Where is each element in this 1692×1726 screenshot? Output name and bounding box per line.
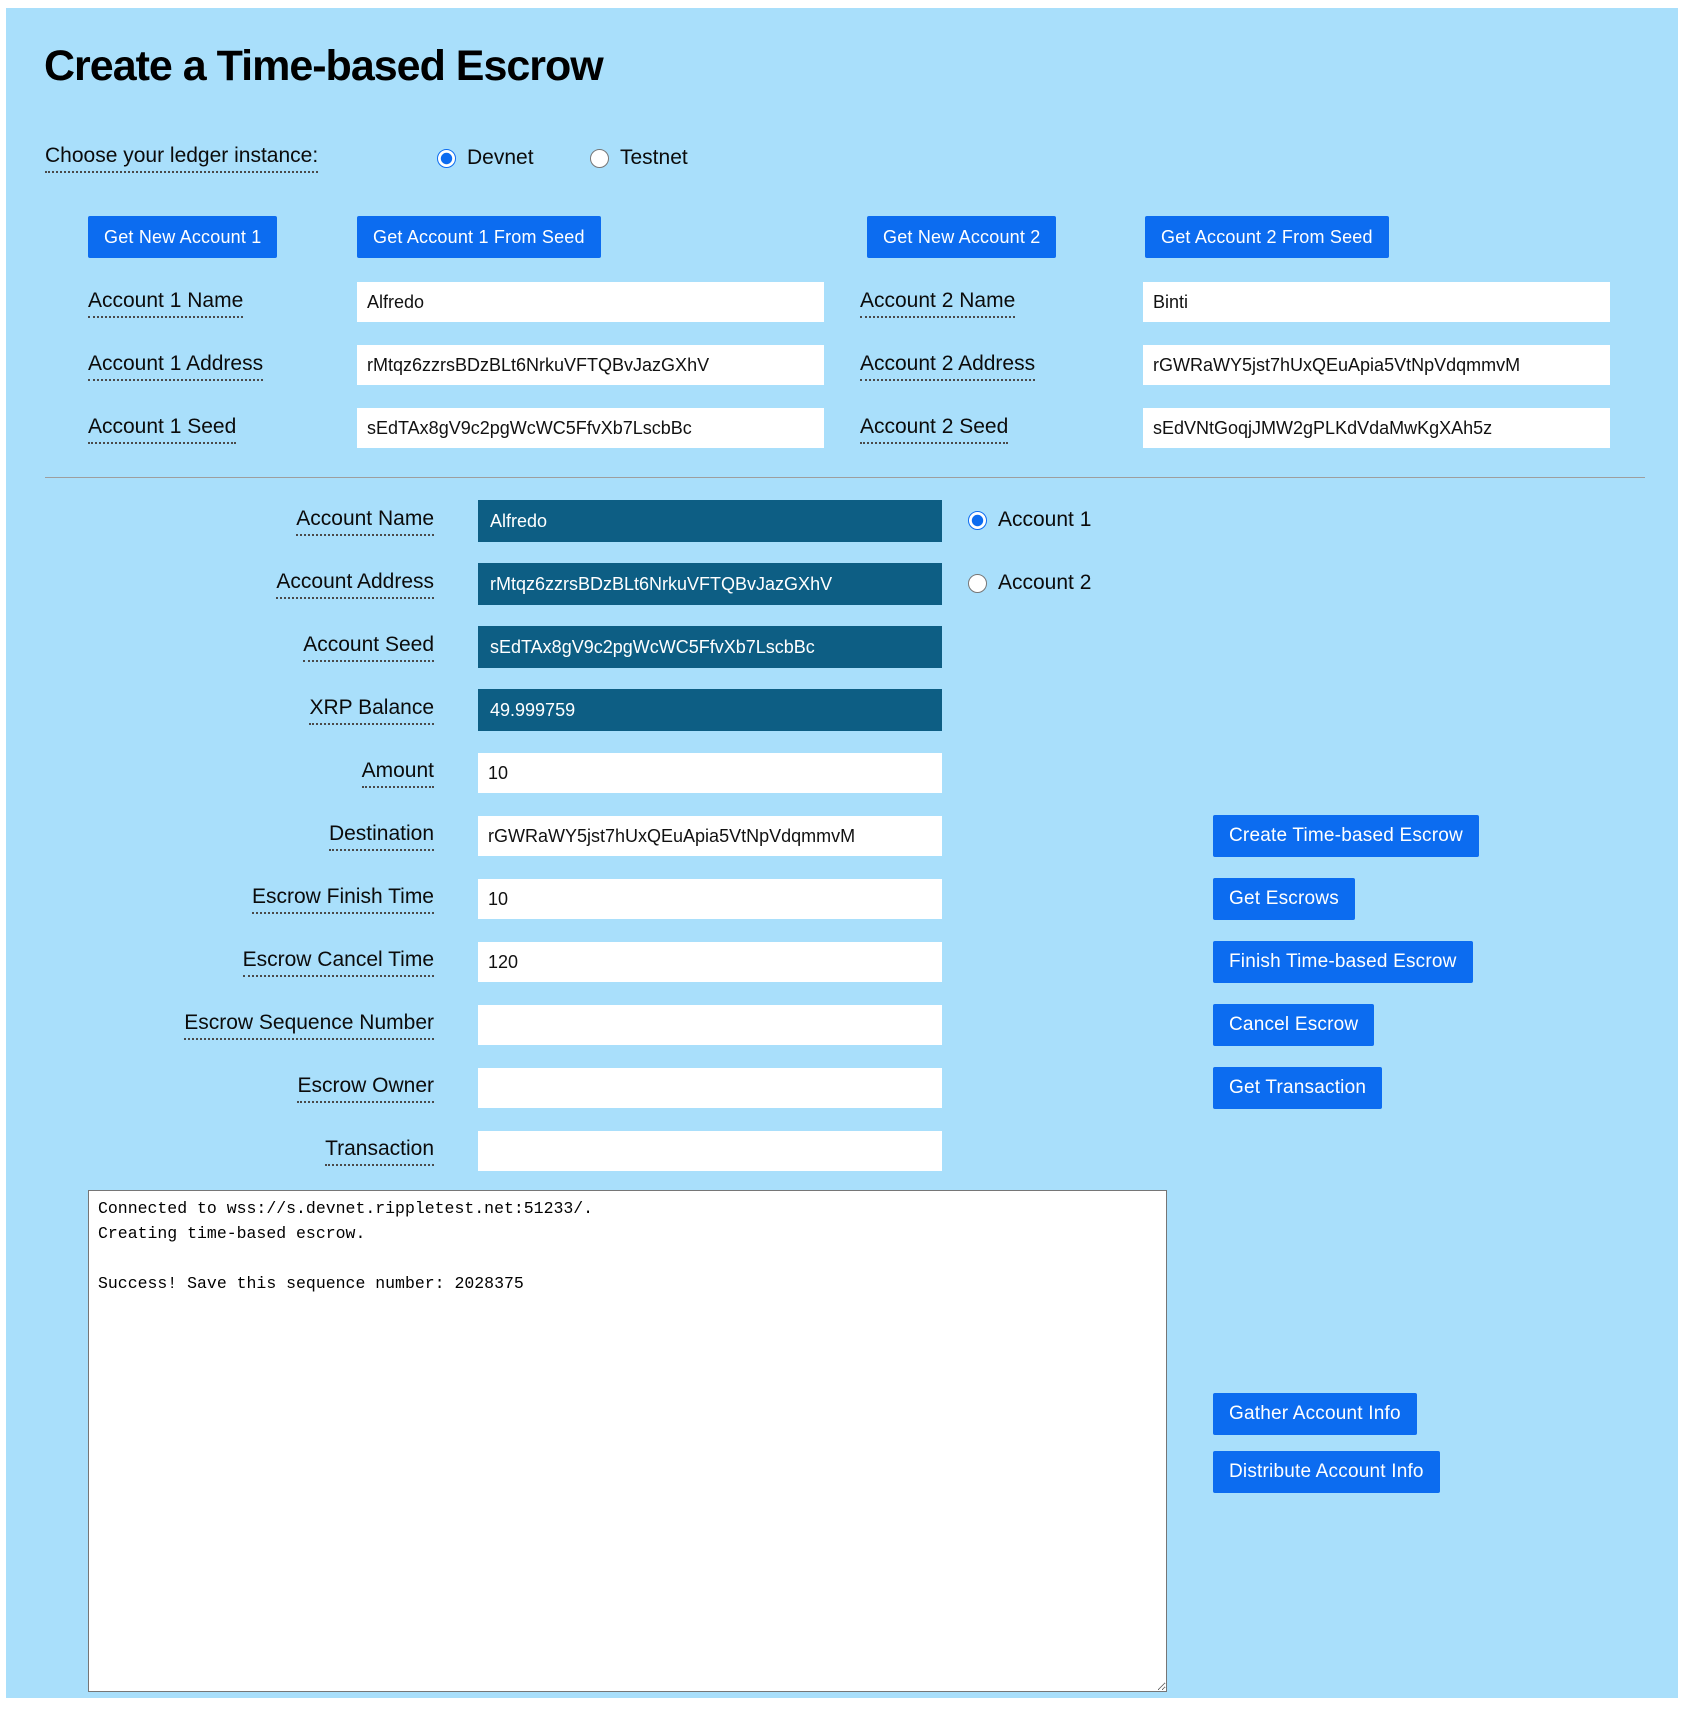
account-2-radio-group[interactable] xyxy=(968,571,1091,595)
page-title: Create a Time-based Escrow xyxy=(44,42,603,90)
escrow-cancel-time-input[interactable] xyxy=(478,942,942,982)
gather-account-info-button[interactable]: Gather Account Info xyxy=(1213,1393,1417,1435)
xrp-balance-label: XRP Balance xyxy=(94,696,434,725)
escrow-owner-label: Escrow Owner xyxy=(94,1074,434,1103)
transaction-label: Transaction xyxy=(94,1137,434,1166)
account-name-label: Account Name xyxy=(94,507,434,536)
amount-input[interactable] xyxy=(478,753,942,793)
account-1-seed-label: Account 1 Seed xyxy=(88,415,236,444)
cancel-escrow-button[interactable]: Cancel Escrow xyxy=(1213,1004,1374,1046)
get-transaction-button[interactable]: Get Transaction xyxy=(1213,1067,1382,1109)
account-1-radio-group[interactable] xyxy=(968,508,1091,532)
account-2-seed-input[interactable] xyxy=(1143,408,1610,448)
xrp-balance-value: 49.999759 xyxy=(478,689,942,731)
account-2-name-label: Account 2 Name xyxy=(860,289,1015,318)
transaction-input[interactable] xyxy=(478,1131,942,1171)
account-2-radio[interactable] xyxy=(968,574,987,593)
devnet-label: Devnet xyxy=(467,146,534,169)
distribute-account-info-button[interactable]: Distribute Account Info xyxy=(1213,1451,1440,1493)
escrow-finish-time-label: Escrow Finish Time xyxy=(94,885,434,914)
account-2-radio-label: Account 2 xyxy=(998,571,1092,594)
escrow-finish-time-input[interactable] xyxy=(478,879,942,919)
account-2-address-label: Account 2 Address xyxy=(860,352,1035,381)
escrow-cancel-time-label: Escrow Cancel Time xyxy=(94,948,434,977)
account-1-address-input[interactable] xyxy=(357,345,824,385)
get-account-2-from-seed-button[interactable]: Get Account 2 From Seed xyxy=(1145,216,1389,258)
account-1-address-label: Account 1 Address xyxy=(88,352,263,381)
testnet-label: Testnet xyxy=(620,146,688,169)
account-address-label: Account Address xyxy=(94,570,434,599)
account-seed-label: Account Seed xyxy=(94,633,434,662)
account-2-seed-label: Account 2 Seed xyxy=(860,415,1008,444)
ledger-instance-label: Choose your ledger instance: xyxy=(45,144,318,173)
get-account-1-from-seed-button[interactable]: Get Account 1 From Seed xyxy=(357,216,601,258)
account-1-name-label: Account 1 Name xyxy=(88,289,243,318)
finish-time-based-escrow-button[interactable]: Finish Time-based Escrow xyxy=(1213,941,1473,983)
devnet-radio[interactable] xyxy=(437,149,456,168)
escrow-sequence-number-input[interactable] xyxy=(478,1005,942,1045)
amount-label: Amount xyxy=(94,759,434,788)
escrow-owner-input[interactable] xyxy=(478,1068,942,1108)
destination-label: Destination xyxy=(94,822,434,851)
destination-input[interactable] xyxy=(478,816,942,856)
testnet-radio[interactable] xyxy=(590,149,609,168)
get-escrows-button[interactable]: Get Escrows xyxy=(1213,878,1355,920)
account-1-name-input[interactable] xyxy=(357,282,824,322)
get-new-account-1-button[interactable]: Get New Account 1 xyxy=(88,216,277,258)
account-seed-value: sEdTAx8gV9c2pgWcWC5FfvXb7LscbBc xyxy=(478,626,942,668)
testnet-radio-group[interactable] xyxy=(590,146,688,170)
account-1-radio[interactable] xyxy=(968,511,987,530)
log-textarea[interactable] xyxy=(88,1190,1167,1692)
devnet-radio-group[interactable] xyxy=(437,146,534,170)
section-divider xyxy=(45,477,1645,478)
account-2-address-input[interactable] xyxy=(1143,345,1610,385)
account-1-radio-label: Account 1 xyxy=(998,508,1092,531)
create-time-based-escrow-button[interactable]: Create Time-based Escrow xyxy=(1213,815,1479,857)
account-name-value: Alfredo xyxy=(478,500,942,542)
account-address-value: rMtqz6zzrsBDzBLt6NrkuVFTQBvJazGXhV xyxy=(478,563,942,605)
account-2-name-input[interactable] xyxy=(1143,282,1610,322)
escrow-sequence-number-label: Escrow Sequence Number xyxy=(94,1011,434,1040)
account-1-seed-input[interactable] xyxy=(357,408,824,448)
get-new-account-2-button[interactable]: Get New Account 2 xyxy=(867,216,1056,258)
